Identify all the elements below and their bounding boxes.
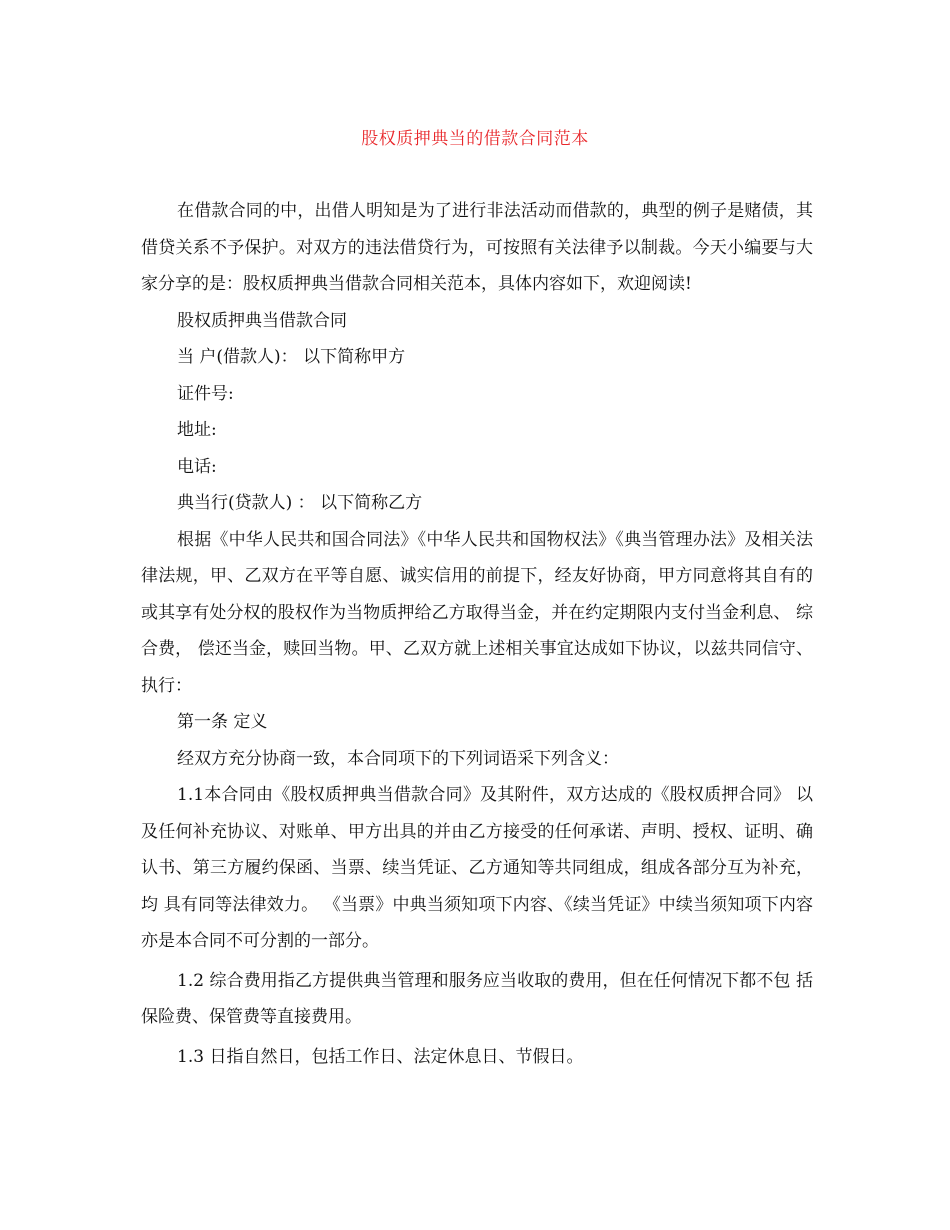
paragraph-definitions-intro: 经双方充分协商一致，本合同项下的下列词语采下列含义： (177, 748, 619, 769)
paragraph-address: 地址: (177, 420, 217, 440)
paragraph-lender: 典当行(贷款人) ： 以下简称乙方 (177, 493, 423, 513)
paragraph-borrower: 当 户(借款人)： 以下简称甲方 (177, 347, 406, 367)
paragraph-clause-1-1: 1.1本合同由《股权质押典当借款合同》及其附件，双方达成的《股权质押合同》 以及任何补充协议、对账单、甲方出具的并由乙方接受的任何承诺、声明、授权、证明、确认书、第三方履约保函、当票、续当凭证、乙方通知等共同组成，组成各部分互为补充，均 具有同等法律效力。 《当票》中典当须知项下内容、《续当凭证》中续当须知项下内容亦是本合同不可分割的一部分。 (141, 785, 813, 951)
paragraph-contract-name: 股权质押典当借款合同 (177, 310, 347, 331)
paragraph-phone: 电话: (177, 456, 217, 477)
paragraph-intro: 在借款合同的中，出借人明知是为了进行非法活动而借款的，典型的例子是赌债，其借贷关系不予保护。对双方的违法借贷行为，可按照有关法律予以制裁。今天小编要与大家分享的是：股权质押典当借款合同相关范本，具体内容如下，欢迎阅读! (141, 201, 813, 294)
paragraph-clause-1-3: 1.3 日指自然日，包括工作日、法定休息日、节假日。 (177, 1046, 584, 1067)
paragraph-clause-1-2: 1.2 综合费用指乙方提供典当管理和服务应当收取的费用，但在任何情况下都不包 括保险费、保管费等直接费用。 (141, 970, 813, 1027)
paragraph-article-1-heading: 第一条 定义 (177, 712, 268, 732)
paragraph-preamble: 根据《中华人民共和国合同法》《中华人民共和国物权法》《典当管理办法》及相关法律法规，甲、乙双方在平等自愿、诚实信用的前提下，经友好协商，甲方同意将其自有的或其享有处分权的股权作为当物质押给乙方取得当金，并在约定期限内支付当金利息、 综合费， 偿还当金，赎回当物。甲、乙双方就上述相关事宜达成如下协议，以兹共同信守、执行： (141, 529, 813, 696)
document-body (141, 193, 813, 1075)
document-title: 股权质押典当的借款合同范本 (361, 129, 589, 149)
paragraph-id-number: 证件号: (177, 383, 234, 404)
